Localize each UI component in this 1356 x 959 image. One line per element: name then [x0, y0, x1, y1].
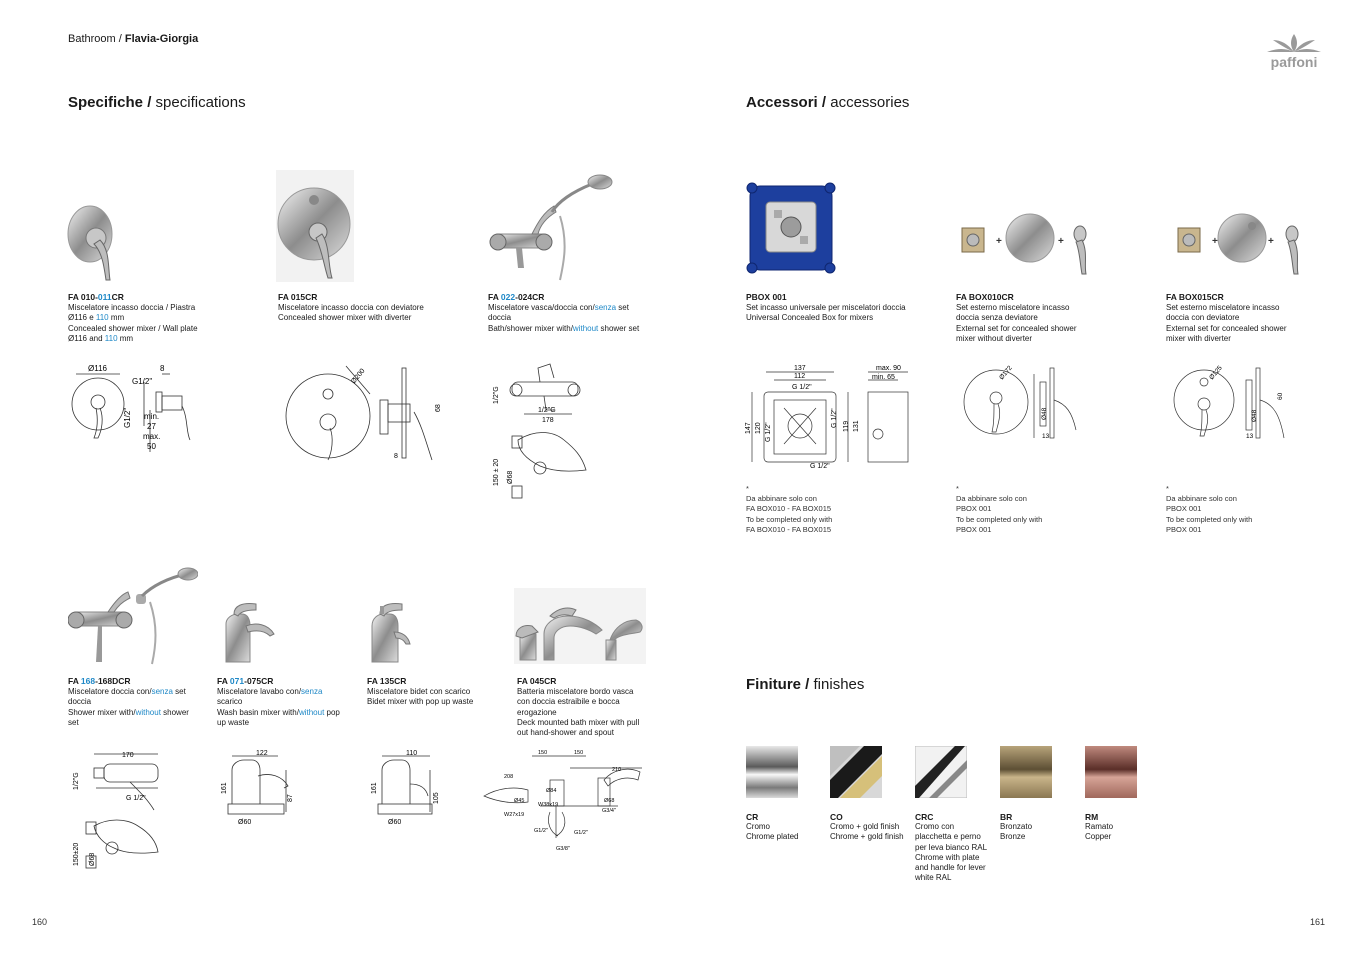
product-image-fa135 [366, 598, 418, 664]
svg-text:122: 122 [256, 750, 268, 757]
svg-text:150: 150 [538, 750, 548, 756]
fin-title-sep: / [801, 676, 814, 693]
specs-title-sep: / [143, 94, 156, 111]
svg-text:119: 119 [843, 420, 850, 432]
product-desc-it-3: erogazione [517, 707, 557, 717]
product-image-fa015 [276, 170, 354, 282]
svg-text:105: 105 [433, 792, 440, 804]
finish-br: BR Bronzato Bronze [1000, 812, 1033, 842]
accessories-title [746, 94, 909, 111]
svg-text:150 ± 20: 150 ± 20 [493, 458, 500, 486]
product-code: FA 022-024CR [488, 292, 545, 302]
svg-text:Ø200: Ø200 [350, 367, 367, 386]
accessory-desc-en: Universal Concealed Box for mixers [746, 313, 874, 323]
finish-swatch-cr [746, 746, 798, 798]
svg-text:8: 8 [394, 453, 398, 460]
svg-text:Ø48: Ø48 [1041, 407, 1048, 420]
svg-text:G 1/2": G 1/2" [765, 422, 772, 442]
svg-text:min. 65: min. 65 [872, 374, 895, 381]
svg-text:137: 137 [794, 365, 806, 372]
svg-text:1/2"G: 1/2"G [73, 772, 80, 790]
logo-text: paffoni [1270, 54, 1318, 70]
product-desc-it: Miscelatore doccia con/senza set [68, 687, 186, 697]
accessory-image-pbox [744, 180, 838, 276]
finish-co: CO Cromo + gold finish Chrome + gold finish [830, 812, 904, 842]
svg-text:max.: max. [143, 432, 161, 441]
svg-text:+: + [1268, 236, 1274, 247]
product-image-fa022 [488, 172, 616, 282]
accessory-note-box010: * Da abbinare solo con PBOX 001 To be completed only with PBOX 001 [956, 484, 1043, 534]
svg-text:G1/2": G1/2" [132, 377, 153, 386]
svg-text:120: 120 [755, 422, 762, 434]
finish-swatch-br [1000, 746, 1052, 798]
svg-text:170: 170 [122, 752, 134, 759]
accessory-code: FA BOX010CR [956, 292, 1014, 302]
svg-text:Ø84: Ø84 [546, 788, 557, 794]
acc-title-it: Accessori [746, 94, 818, 111]
svg-text:68: 68 [435, 404, 442, 412]
svg-text:Ø116: Ø116 [88, 364, 107, 373]
finish-swatch-rm [1085, 746, 1137, 798]
svg-text:110: 110 [406, 750, 418, 757]
accessory-desc-it: Set esterno miscelatore incasso [956, 303, 1070, 313]
product-image-fa071 [216, 598, 278, 664]
acc-title-en: accessories [830, 94, 910, 111]
finish-swatch-co [830, 746, 882, 798]
svg-text:50: 50 [147, 442, 156, 451]
product-image-fa045 [514, 588, 646, 664]
svg-text:147: 147 [745, 422, 752, 434]
drawing-fa168 [68, 748, 168, 870]
svg-text:G 1/2": G 1/2" [831, 408, 838, 428]
page-number-left: 160 [32, 917, 48, 927]
product-desc-en: Concealed shower mixer / Wall plate [68, 323, 198, 333]
specs-title [68, 94, 246, 111]
svg-text:max. 90: max. 90 [876, 365, 901, 372]
product-desc-en: Bath/shower mixer with/without shower set [488, 323, 640, 333]
svg-text:150: 150 [574, 750, 584, 756]
breadcrumb [68, 33, 198, 45]
accessory-desc-it: Set esterno miscelatore incasso [1166, 303, 1280, 313]
svg-text:W27x19: W27x19 [504, 812, 525, 818]
accessory-desc-it: Set incasso universale per miscelatori doccia [746, 303, 906, 313]
product-desc-en: Shower mixer with/without shower [68, 707, 189, 717]
accessory-pbox [746, 292, 946, 324]
accessory-code: PBOX 001 [746, 292, 787, 302]
accessory-box015 [1166, 292, 1346, 344]
svg-text:Ø60: Ø60 [238, 819, 252, 826]
drawing-fa015 [284, 364, 444, 464]
breadcrumb-separator: / [115, 33, 125, 45]
product-desc-it-2: con doccia estraibile e bocca [517, 697, 620, 707]
svg-text:G 1/2": G 1/2" [792, 384, 812, 391]
svg-text:+: + [1212, 236, 1218, 247]
svg-text:1/2"G: 1/2"G [493, 386, 500, 404]
svg-text:G1/2": G1/2" [534, 828, 548, 834]
svg-text:+: + [1058, 236, 1064, 247]
svg-text:Ø48: Ø48 [1251, 409, 1258, 422]
accessory-note-pbox: * Da abbinare solo con FA BOX010 - FA BOX015 To be completed only with FA BOX010 - FA BOX015 [746, 484, 833, 534]
product-desc-en-2: set [68, 717, 79, 727]
finish-crc: CRC Cromo con placchetta e perno per leva bianco RAL Chrome with plate and handle for lever white RAL [915, 812, 988, 883]
svg-text:G3/4": G3/4" [602, 808, 616, 814]
fin-title-en: finishes [813, 676, 865, 693]
svg-text:Ø60: Ø60 [388, 819, 402, 826]
accessory-image-box015 [1172, 206, 1308, 276]
accessory-desc-en-2: mixer without diverter [956, 333, 1033, 343]
product-desc-it-2: scarico [217, 697, 243, 707]
svg-text:178: 178 [542, 417, 554, 424]
drawing-box015 [1170, 364, 1294, 446]
svg-text:1/2"G: 1/2"G [538, 407, 556, 414]
svg-text:+: + [996, 236, 1002, 247]
drawing-pbox [744, 362, 916, 472]
product-desc-en: Wash basin mixer with/without pop [217, 707, 340, 717]
accessory-desc-en-2: mixer with diverter [1166, 333, 1231, 343]
page-number-right: 161 [1310, 917, 1326, 927]
product-fa071 [217, 676, 357, 728]
svg-text:Ø68: Ø68 [89, 852, 96, 866]
product-fa135 [367, 676, 512, 708]
acc-title-sep: / [817, 94, 831, 111]
svg-text:161: 161 [371, 782, 378, 794]
product-desc-en: Bidet mixer with pop up waste [367, 697, 474, 707]
product-code: FA 015CR [278, 292, 318, 302]
accessory-desc-it-2: doccia senza deviatore [956, 313, 1038, 323]
product-fa168 [68, 676, 208, 728]
svg-text:150±20: 150±20 [73, 842, 80, 866]
drawing-fa010 [70, 362, 200, 457]
product-code: FA 045CR [517, 676, 557, 686]
breadcrumb-section[interactable]: Bathroom [68, 33, 116, 45]
accessory-desc-en: External set for concealed shower [956, 323, 1077, 333]
svg-text:112: 112 [794, 373, 806, 380]
product-image-fa168 [68, 566, 198, 666]
finish-cr: CR Cromo Chrome plated [746, 812, 799, 842]
accessory-box010 [956, 292, 1156, 344]
svg-text:G1/2": G1/2" [574, 830, 588, 836]
product-code: FA 168-168DCR [68, 676, 131, 686]
accessory-image-box010 [956, 206, 1092, 276]
product-desc-en-2: out hand-shower and spout [517, 728, 614, 738]
product-code: FA 010-011CR [68, 292, 124, 302]
product-desc-it: Miscelatore vasca/doccia con/senza set [488, 303, 629, 313]
product-desc-en: Deck mounted bath mixer with pull [517, 717, 640, 727]
drawing-fa135 [368, 748, 448, 828]
svg-text:G 1/2": G 1/2" [810, 463, 830, 470]
svg-text:Ø68: Ø68 [507, 470, 514, 484]
svg-text:13: 13 [1042, 433, 1050, 440]
finish-swatch-crc [915, 746, 967, 798]
specs-title-en: specifications [155, 94, 246, 111]
svg-text:Ø68: Ø68 [604, 798, 615, 804]
svg-text:min.: min. [144, 412, 160, 421]
breadcrumb-collection: Flavia-Giorgia [124, 33, 199, 45]
svg-text:210: 210 [612, 767, 622, 773]
svg-text:G3/8": G3/8" [556, 846, 570, 852]
svg-text:208: 208 [504, 774, 514, 780]
finishes-title [746, 676, 864, 693]
fin-title-it: Finiture [746, 676, 801, 693]
specs-title-it: Specifiche [68, 94, 144, 111]
product-fa045 [517, 676, 657, 738]
svg-text:13: 13 [1246, 433, 1254, 440]
svg-text:131: 131 [853, 420, 860, 432]
drawing-fa045 [478, 746, 648, 852]
svg-text:W38x19: W38x19 [538, 802, 559, 808]
svg-text:Ø125: Ø125 [1208, 364, 1224, 382]
product-fa015 [278, 292, 478, 324]
accessory-desc-it-2: doccia con deviatore [1166, 313, 1240, 323]
product-desc-en: Concealed shower mixer with diverter [278, 313, 412, 323]
drawing-fa022 [488, 360, 598, 510]
product-desc-en-2: Ø116 and 110 mm [68, 333, 134, 343]
product-code: FA 135CR [367, 676, 407, 686]
product-fa022 [488, 292, 688, 334]
product-fa010 [68, 292, 268, 344]
accessory-desc-en: External set for concealed shower [1166, 323, 1287, 333]
svg-text:87: 87 [287, 794, 294, 802]
svg-text:27: 27 [147, 422, 156, 431]
product-desc-it-2: doccia [488, 313, 512, 323]
svg-text:Ø45: Ø45 [514, 798, 525, 804]
product-desc-it-2: doccia [68, 697, 92, 707]
product-desc-it: Batteria miscelatore bordo vasca [517, 687, 634, 697]
finish-rm: RM Ramato Copper [1085, 812, 1114, 842]
svg-text:60: 60 [1277, 392, 1284, 400]
drawing-box010 [958, 364, 1082, 446]
svg-text:G 1/2": G 1/2" [126, 795, 146, 802]
product-desc-it-2: Ø116 e 110 mm [68, 313, 125, 323]
accessory-note-box015: * Da abbinare solo con PBOX 001 To be completed only with PBOX 001 [1166, 484, 1253, 534]
product-desc-it: Miscelatore lavabo con/senza [217, 687, 323, 697]
drawing-fa071 [218, 748, 298, 828]
svg-text:8: 8 [160, 364, 165, 373]
product-desc-it: Miscelatore bidet con scarico [367, 687, 471, 697]
paffoni-logo [1263, 30, 1325, 72]
product-desc-en-2: up waste [217, 717, 250, 727]
product-image-fa010 [66, 200, 122, 284]
product-desc-it: Miscelatore incasso doccia con deviatore [278, 303, 424, 313]
svg-text:161: 161 [221, 782, 228, 794]
accessory-code: FA BOX015CR [1166, 292, 1224, 302]
product-code: FA 071-075CR [217, 676, 274, 686]
svg-text:Ø172: Ø172 [998, 364, 1014, 382]
svg-text:G1/2": G1/2" [123, 407, 132, 428]
product-desc-it: Miscelatore incasso doccia / Piastra [68, 303, 196, 313]
